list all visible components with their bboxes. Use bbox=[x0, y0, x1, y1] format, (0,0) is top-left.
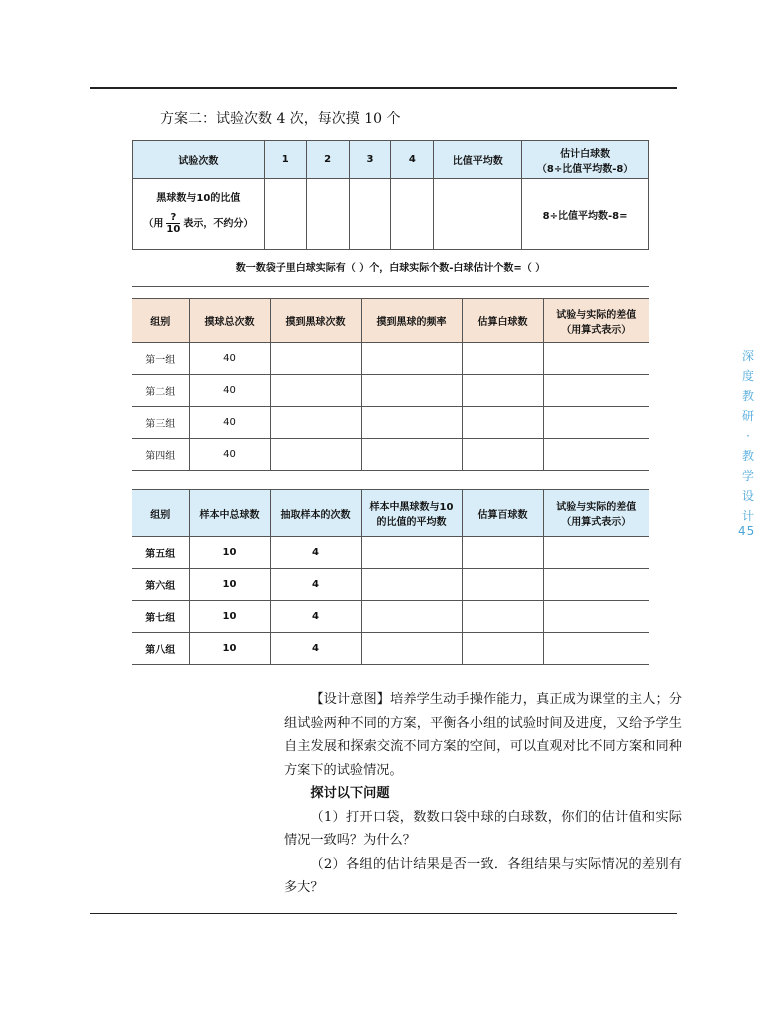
table-row bbox=[132, 343, 649, 375]
page-number: 45 bbox=[738, 524, 756, 538]
header-difference-note: （用算式表示） bbox=[561, 324, 632, 336]
discussion-heading: 探讨以下问题 bbox=[310, 786, 390, 801]
header-sample-ratio-line2: 的比值的平均数 bbox=[376, 517, 447, 528]
cell-empty bbox=[361, 439, 462, 471]
cell-empty bbox=[270, 407, 361, 439]
cell-empty bbox=[462, 439, 543, 471]
total-draws: 40 bbox=[189, 343, 270, 375]
group-label: 第五组 bbox=[132, 537, 189, 569]
group-label: 第六组 bbox=[132, 569, 189, 601]
ratio-note-suffix: 表示，不约分） bbox=[183, 218, 254, 230]
cell-empty bbox=[361, 343, 462, 375]
cell-empty bbox=[462, 343, 543, 375]
cell-trial-1 bbox=[264, 179, 306, 250]
sample-total: 10 bbox=[189, 569, 270, 601]
group-label: 第一组 bbox=[132, 343, 189, 375]
header-difference bbox=[543, 490, 649, 537]
total-draws: 40 bbox=[189, 439, 270, 471]
table-row bbox=[132, 537, 649, 569]
design-intent-paragraph: 【设计意图】培养学生动手操作能力，真正成为课堂的主人；分组试验两种不同的方案，平衡各小组的试验时间及进度，又给予学生自主发展和探索交流不同方案的空间，可以直观对比不同方案和同种方案下的试验情况。 bbox=[284, 692, 682, 778]
table-row bbox=[132, 569, 649, 601]
side-char: 度 bbox=[741, 369, 754, 383]
header-estimated-white-formula: （8÷比值平均数-8） bbox=[536, 163, 634, 175]
cell-empty bbox=[543, 569, 649, 601]
groups-one-to-four-table bbox=[132, 298, 649, 471]
group-label: 第八组 bbox=[132, 633, 189, 665]
header-difference-title: 试验与实际的差值 bbox=[556, 309, 637, 321]
ratio-row-label bbox=[133, 179, 265, 250]
cell-empty bbox=[543, 439, 649, 471]
cell-empty bbox=[361, 633, 462, 665]
cell-empty bbox=[462, 569, 543, 601]
plan-two-table bbox=[132, 140, 649, 250]
fraction-denominator: 10 bbox=[166, 223, 181, 235]
header-trial-1: 1 bbox=[264, 141, 306, 179]
total-draws: 40 bbox=[189, 407, 270, 439]
cell-empty bbox=[462, 407, 543, 439]
header-estimated-white-title: 估计白球数 bbox=[560, 148, 611, 160]
header-black-frequency: 摸到黑球的频率 bbox=[361, 299, 462, 343]
cell-trial-3 bbox=[349, 179, 391, 250]
header-estimated-balls: 估算百球数 bbox=[462, 490, 543, 537]
group-label: 第七组 bbox=[132, 601, 189, 633]
discussion-question-1: （1）打开口袋，数数口袋中球的白球数，你们的估计值和实际情况一致吗？为什么？ bbox=[284, 809, 682, 848]
sample-total: 10 bbox=[189, 633, 270, 665]
sample-times: 4 bbox=[270, 537, 361, 569]
header-group: 组别 bbox=[132, 299, 189, 343]
groups-five-to-eight-table bbox=[132, 489, 649, 665]
sample-total: 10 bbox=[189, 537, 270, 569]
group-label: 第二组 bbox=[132, 375, 189, 407]
sample-times: 4 bbox=[270, 633, 361, 665]
side-char: 学 bbox=[741, 469, 754, 483]
header-difference-title: 试验与实际的差值 bbox=[556, 502, 637, 513]
cell-empty bbox=[543, 343, 649, 375]
cell-empty bbox=[361, 569, 462, 601]
header-black-draws: 摸到黑球次数 bbox=[270, 299, 361, 343]
header-estimated-white bbox=[522, 141, 649, 179]
side-char: · bbox=[746, 429, 750, 443]
header-rule bbox=[90, 87, 677, 89]
table-row bbox=[132, 407, 649, 439]
group-label: 第四组 bbox=[132, 439, 189, 471]
header-ratio-average: 比值平均数 bbox=[434, 141, 522, 179]
cell-empty bbox=[543, 633, 649, 665]
plan-title: 方案二：试验次数 4 次，每次摸 10 个 bbox=[160, 111, 401, 127]
table-row bbox=[132, 439, 649, 471]
header-difference-note: （用算式表示） bbox=[561, 517, 632, 528]
header-sample-times: 抽取样本的次数 bbox=[270, 490, 361, 537]
side-char: 计 bbox=[741, 509, 754, 523]
total-draws: 40 bbox=[189, 375, 270, 407]
header-trial-4: 4 bbox=[391, 141, 434, 179]
cell-empty bbox=[270, 343, 361, 375]
ratio-label-text: 黑球数与10的比值 bbox=[156, 193, 241, 205]
sample-times: 4 bbox=[270, 569, 361, 601]
cell-empty bbox=[361, 537, 462, 569]
table-row bbox=[132, 633, 649, 665]
cell-empty bbox=[462, 375, 543, 407]
cell-empty bbox=[543, 601, 649, 633]
header-trial-count: 试验次数 bbox=[133, 141, 265, 179]
side-char: 设 bbox=[741, 489, 754, 503]
header-difference bbox=[543, 299, 649, 343]
header-trial-3: 3 bbox=[349, 141, 391, 179]
cell-trial-2 bbox=[306, 179, 349, 250]
side-char: 深 bbox=[741, 349, 754, 363]
cell-empty bbox=[543, 537, 649, 569]
cell-empty bbox=[361, 601, 462, 633]
header-total-draws: 摸球总次数 bbox=[189, 299, 270, 343]
cell-empty bbox=[462, 633, 543, 665]
cell-empty bbox=[543, 375, 649, 407]
cell-empty bbox=[270, 375, 361, 407]
table-row bbox=[132, 601, 649, 633]
header-sample-ratio-average bbox=[361, 490, 462, 537]
header-sample-ratio-line1: 样本中黑球数与10 bbox=[369, 502, 454, 513]
cell-trial-4 bbox=[391, 179, 434, 250]
count-line: 数一数袋子里白球实际有（ ）个，白球实际个数-白球估计个数=（ ） bbox=[132, 252, 649, 287]
ratio-note-prefix: （用 bbox=[143, 218, 164, 230]
header-sample-total: 样本中总球数 bbox=[189, 490, 270, 537]
cell-ratio-average bbox=[434, 179, 522, 250]
cell-empty bbox=[543, 407, 649, 439]
sample-times: 4 bbox=[270, 601, 361, 633]
discussion-question-2: （2）各组的估计结果是否一致．各组结果与实际情况的差别有多大？ bbox=[284, 856, 682, 895]
side-char: 教 bbox=[741, 389, 754, 403]
table-row bbox=[132, 375, 649, 407]
cell-empty bbox=[361, 375, 462, 407]
fraction bbox=[166, 212, 180, 235]
cell-empty bbox=[361, 407, 462, 439]
design-intent-text bbox=[284, 688, 682, 900]
cell-empty bbox=[462, 537, 543, 569]
header-estimated-white: 估算白球数 bbox=[462, 299, 543, 343]
fraction-numerator: ? bbox=[166, 212, 180, 224]
side-label bbox=[741, 346, 755, 526]
cell-empty bbox=[270, 439, 361, 471]
side-char: 教 bbox=[741, 449, 754, 463]
header-group: 组别 bbox=[132, 490, 189, 537]
side-char: 研 bbox=[741, 409, 754, 423]
sample-total: 10 bbox=[189, 601, 270, 633]
footer-rule bbox=[90, 913, 677, 914]
cell-empty bbox=[462, 601, 543, 633]
header-trial-2: 2 bbox=[306, 141, 349, 179]
cell-estimate-formula: 8÷比值平均数-8= bbox=[522, 179, 649, 250]
group-label: 第三组 bbox=[132, 407, 189, 439]
